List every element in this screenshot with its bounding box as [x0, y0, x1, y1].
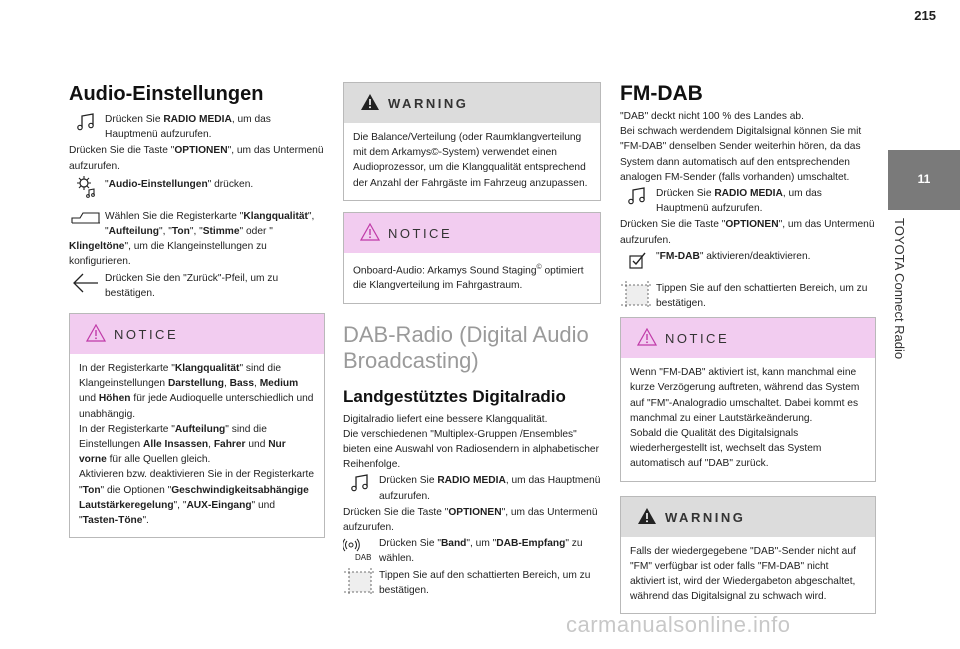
text: für jede Audioquelle unterschiedlich und unabhängig. — [79, 393, 314, 420]
bold-text: Audio-Einstellungen — [108, 178, 208, 190]
column-fm-dab — [620, 82, 876, 622]
notice-body — [70, 354, 324, 537]
settings-music-icon — [69, 175, 103, 205]
dab-section-title: DAB-Radio (Digital Audio Broadcasting) — [343, 321, 589, 373]
text: , — [254, 378, 260, 390]
notice-box — [69, 313, 325, 538]
warning-box — [620, 496, 876, 615]
notice-para-2: Sobald die Qualität des Digitalsignals wiederhergestellt ist, wechselt das System automatisch auf "DAB" zurück. — [630, 428, 822, 470]
step-tabs — [69, 209, 325, 239]
shaded-area-icon — [620, 281, 654, 311]
text: Drücken Sie die Taste " — [69, 145, 175, 157]
text: und — [245, 439, 269, 451]
warning-box — [343, 82, 601, 201]
tab-icon — [69, 209, 103, 239]
bold-text: Stimme — [202, 226, 240, 238]
notice-title: NOTICE — [114, 327, 179, 343]
bold-text: AUX-Eingang — [186, 499, 252, 511]
notice-para-1: Wenn "FM-DAB" aktiviert ist, kann manchmal eine kurze Verzögerung auftreten, während das System auf "FM"-Analogradio umschaltet. Dabei kommt es manchmal zu einer Lautstärkeänderung. — [630, 367, 860, 424]
step-options — [69, 143, 325, 173]
text: ". — [142, 515, 149, 527]
bold-text: Darstellung — [167, 378, 224, 390]
intro-text: Digitalradio liefert eine bessere Klangqualität. — [343, 413, 548, 425]
step-back — [69, 271, 325, 301]
watermark: carmanualsonline.info — [566, 612, 791, 637]
chapter-number: 11 — [917, 172, 931, 186]
text: ", um die Klangeinstellungen zu konfigurieren. — [69, 241, 267, 268]
step-shaded-area — [343, 568, 601, 598]
text: Aktivieren bzw. deaktivieren Sie in der Registerkarte " — [79, 469, 314, 496]
text: Wählen Sie die Registerkarte " — [105, 210, 244, 222]
text: Drücken Sie die Taste " — [620, 219, 726, 231]
notice-triangle-icon — [86, 324, 106, 342]
music-note-icon — [343, 473, 377, 503]
page-number: 215 — [914, 8, 936, 23]
text: Drücken Sie die Taste " — [343, 506, 449, 518]
bold-text: Tasten-Töne — [82, 515, 143, 527]
back-arrow-icon — [69, 271, 103, 301]
bold-text: Klangqualität — [243, 210, 308, 222]
fm-dab-para-1: "DAB" deckt nicht 100 % des Landes ab. — [620, 111, 804, 122]
text: " und " — [79, 499, 275, 527]
shaded-area-text: Tippen Sie auf den schattierten Bereich, um zu bestätigen. — [656, 282, 868, 310]
chapter-title-vertical — [892, 218, 912, 388]
warning-title: WARNING — [665, 509, 746, 525]
text: , — [208, 439, 214, 451]
text: ", um das Untermenü aufzurufen. — [620, 219, 875, 246]
text: In der Registerkarte " — [79, 363, 175, 375]
text: ", " — [189, 226, 203, 238]
text: , um das Hauptmenü aufzurufen. — [105, 114, 271, 141]
text: Drücken Sie — [105, 114, 164, 125]
notice-title: NOTICE — [388, 225, 453, 241]
notice-body — [621, 358, 875, 480]
bold-text: Klangqualität — [174, 363, 240, 375]
text: Drücken Sie — [656, 188, 715, 200]
step-options — [343, 505, 601, 535]
text: , — [223, 378, 230, 390]
text: " oder " — [239, 226, 273, 238]
notice-box — [343, 212, 601, 304]
chapter-title: TOYOTA Connect Radio — [892, 218, 907, 360]
text: Drücken Sie — [379, 475, 438, 487]
notice-triangle-icon — [360, 223, 380, 241]
text: " sind die Einstellungen — [79, 423, 267, 451]
notice-body — [344, 253, 600, 303]
text: Drücken Sie " — [379, 538, 441, 550]
bold-text: RADIO MEDIA — [437, 475, 506, 487]
bold-text: Aufteilung — [174, 423, 226, 435]
bold-text: Nur vorne — [79, 439, 286, 466]
bold-text: OPTIONEN — [174, 145, 228, 157]
fm-dab-para-2: Bei schwach werdendem Digitalsignal können Sie mit "FM-DAB" denselben Sender weiterhin hören, da das System dann automatisch auf den entsprechenden analogen FM-Sender (falls vorhanden) umschaltet. — [620, 126, 862, 183]
text: ", " — [173, 499, 187, 511]
text: " aktivieren/deaktivieren. — [699, 250, 811, 262]
bold-text: Bass — [229, 378, 255, 390]
warning-triangle-icon — [360, 93, 380, 111]
step-radio-media — [343, 473, 601, 503]
warning-triangle-icon — [637, 507, 657, 525]
intro-text-2: Die verschiedenen "Multiplex-Gruppen /Ensembles" bieten eine Auswahl von Radiosendern in alphabetischer Reihenfolge. — [343, 428, 599, 471]
bold-text: Medium — [259, 378, 299, 390]
step-fm-dab-toggle — [620, 249, 876, 279]
notice-title: NOTICE — [665, 331, 730, 347]
text: In der Registerkarte " — [79, 423, 175, 435]
bold-text: FM-DAB — [659, 250, 700, 262]
notice-triangle-icon — [637, 328, 657, 346]
notice-header — [70, 314, 324, 354]
step-band — [343, 536, 601, 566]
text: " — [656, 250, 660, 262]
bold-text: OPTIONEN — [448, 506, 502, 518]
bold-text: RADIO MEDIA — [714, 188, 783, 200]
text: " — [105, 178, 109, 190]
bold-text: Höhen — [98, 393, 131, 405]
bold-text: RADIO MEDIA — [163, 114, 232, 125]
column-dab-radio — [343, 82, 601, 599]
text: ", um " — [466, 538, 497, 550]
notice-header — [621, 318, 875, 358]
bold-text: Fahrer — [213, 439, 246, 451]
text: für alle Quellen gleich. — [106, 454, 211, 466]
bold-text: OPTIONEN — [725, 219, 779, 231]
text: " zu wählen. — [379, 538, 583, 565]
step-shaded-area — [620, 281, 876, 311]
bold-text: Ton — [82, 484, 101, 496]
warning-title: WARNING — [388, 96, 469, 111]
checkbox-icon — [620, 249, 654, 279]
text: optimiert die Klangverteilung im Fahrgastraum. — [353, 265, 584, 292]
notice-box — [620, 317, 876, 481]
text: " die Optionen " — [100, 484, 172, 496]
shaded-area-icon — [343, 568, 377, 598]
bold-text: Ton — [171, 226, 190, 238]
column-audio-settings — [69, 82, 325, 546]
bold-text: DAB-Empfang — [496, 538, 566, 550]
back-step-text: Drücken Sie den "Zurück"-Pfeil, um zu bestätigen. — [105, 272, 279, 299]
bold-text: Alle Insassen — [143, 439, 209, 451]
warning-header — [621, 497, 875, 537]
music-note-icon — [69, 112, 103, 142]
step-options — [620, 217, 876, 247]
dab-antenna-icon — [343, 536, 377, 566]
text: ", " — [159, 226, 172, 238]
step-audio-settings — [69, 175, 325, 205]
text: Onboard-Audio: Arkamys Sound Staging — [353, 265, 537, 277]
fm-dab-heading: FM-DAB — [620, 82, 703, 105]
dab-icon-label: DAB — [355, 553, 372, 563]
text: " sind die Klangeinstellungen — [79, 363, 282, 390]
step-radio-media — [69, 112, 325, 142]
text: , um das Hauptmenü aufzurufen. — [379, 475, 601, 502]
bold-text: Klingeltöne — [69, 241, 125, 253]
shaded-area-text: Tippen Sie auf den schattierten Bereich, um zu bestätigen. — [379, 569, 591, 596]
bold-text: Band — [440, 538, 467, 550]
music-note-icon — [620, 186, 654, 216]
text: " drücken. — [207, 178, 254, 190]
step-radio-media — [620, 186, 876, 216]
notice-header — [344, 213, 600, 253]
warning-header — [344, 83, 600, 123]
audio-settings-heading: Audio-Einstellungen — [69, 83, 264, 105]
text: ", um das Untermenü aufzurufen. — [69, 145, 324, 172]
bold-text: Geschwindigkeitsabhängige Lautstärkeregelung — [79, 484, 309, 511]
warning-body: Falls der wiedergegebene "DAB"-Sender nicht auf "FM" verfügbar ist oder falls "FM-DAB" nicht aktiviert ist, wird der Wiedergabeton abgeschaltet, während das Digitalsignal zu schwach wird. — [630, 545, 856, 603]
terrestrial-digital-heading: Landgestütztes Digitalradio — [343, 386, 566, 406]
text: ", " — [105, 210, 315, 238]
text: ", um das Untermenü aufzurufen. — [343, 506, 598, 534]
text: , um das Hauptmenü aufzurufen. — [656, 188, 822, 215]
warning-body: Die Balance/Verteilung (oder Raumklangverteilung mit dem Arkamys©-System) verwendet einen Audioprozessor, um die Klangqualität entsprechend der Anzahl der Fahrgäste im Fahrzeug anzupassen. — [353, 132, 588, 189]
copyright-mark: © — [536, 263, 542, 271]
text: und — [79, 393, 99, 405]
chapter-tab — [888, 150, 960, 210]
bold-text: Aufteilung — [108, 226, 159, 238]
